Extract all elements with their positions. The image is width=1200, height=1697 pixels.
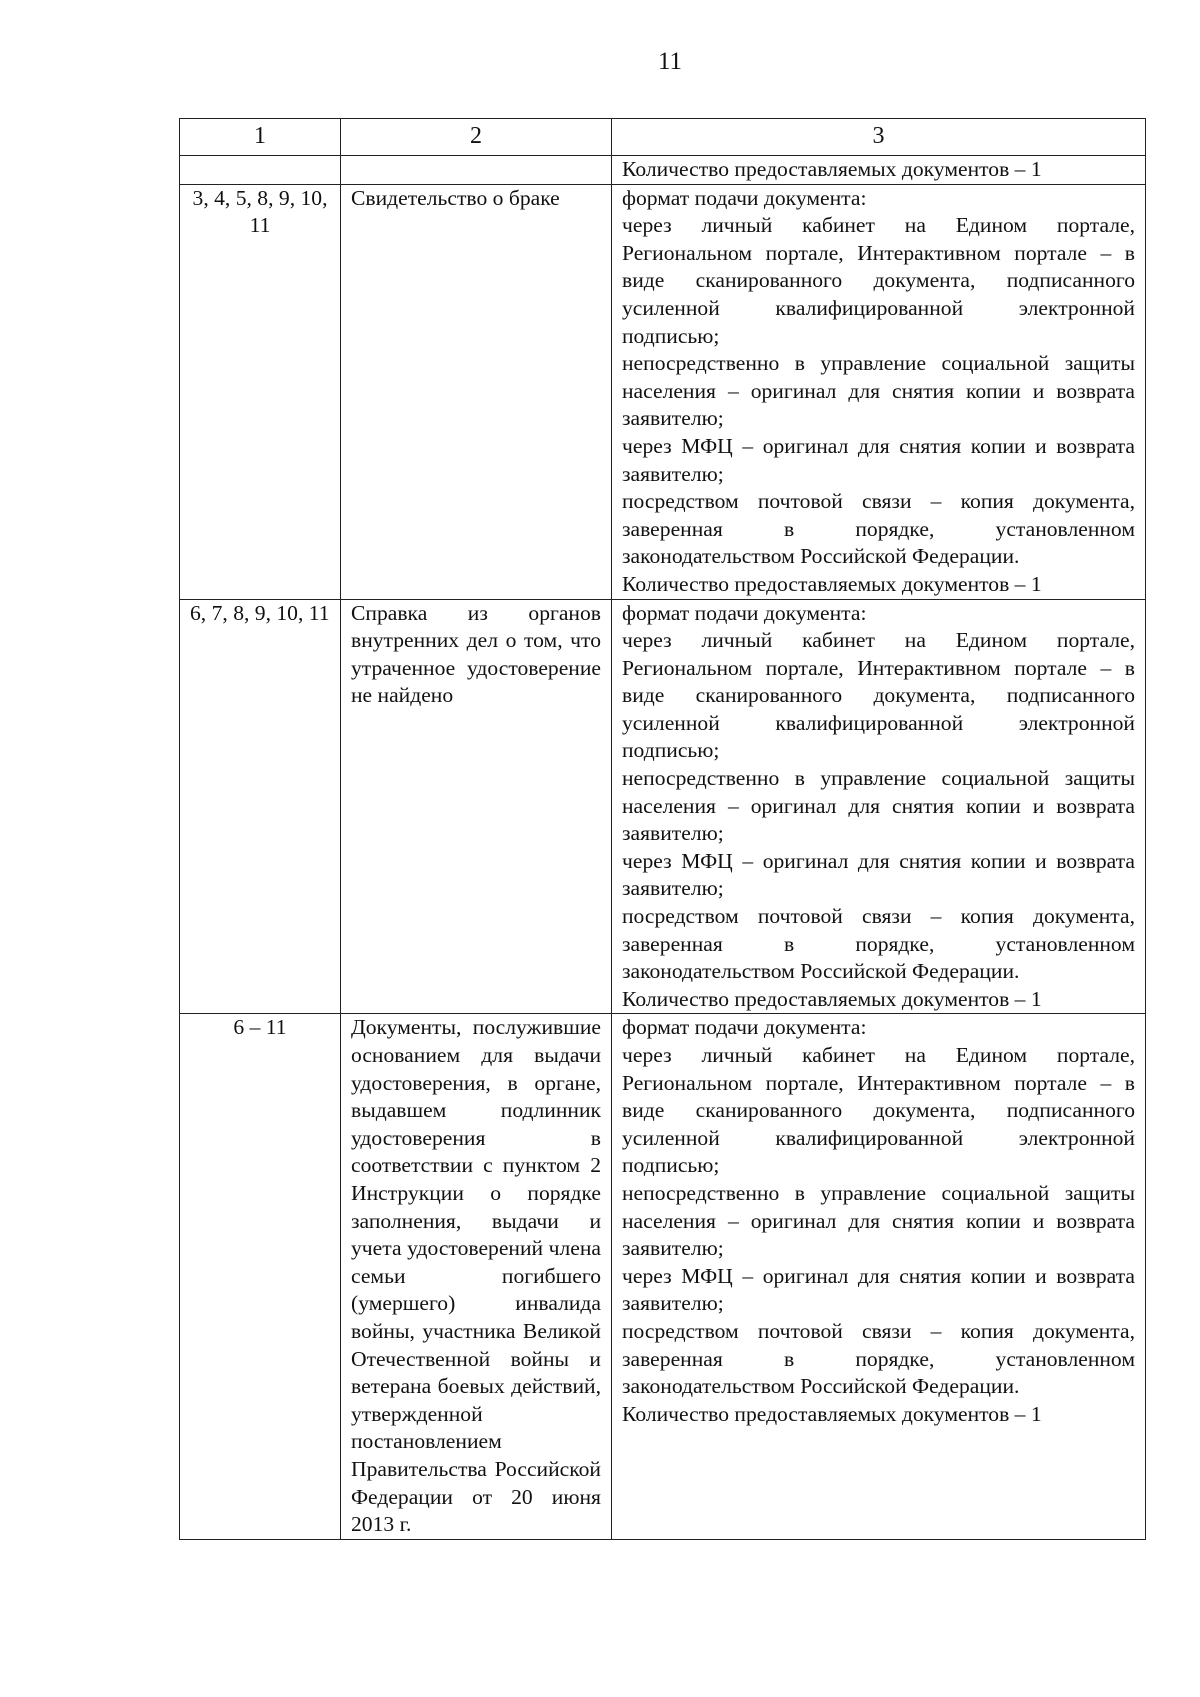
- format-line: непосредственно в управление социальной защиты населения – оригинал для снятия копии и возврата заявителю;: [622, 1180, 1135, 1261]
- row-codes: 6, 7, 8, 9, 10, 11: [180, 599, 341, 1014]
- row-format: [612, 599, 1146, 1014]
- format-line: Количество предоставляемых документов – 1: [622, 571, 1042, 596]
- page-number: 11: [657, 48, 683, 75]
- format-line: через МФЦ – оригинал для снятия копии и возврата заявителю;: [622, 433, 1135, 486]
- format-line: Количество предоставляемых документов – 1: [622, 986, 1042, 1011]
- column-header-2: 2: [341, 119, 612, 156]
- row-codes: 6 – 11: [180, 1014, 341, 1539]
- row-document: [341, 156, 612, 185]
- format-line: Количество предоставляемых документов – 1: [622, 157, 1042, 181]
- row-document: Документы, послужившие основанием для выдачи удостоверения, в органе, выдавшем подлинник удостоверения в соответствии с пунктом 2 Инструкции о порядке заполнения, выдачи и учета удостоверений члена семьи погибшего (умершего) инвалида войны, участника Великой Отечественной войны и ветерана боевых действий, утвержденной постановлением Правительства Российской Федерации от 20 июня 2013 г.: [341, 1014, 612, 1539]
- format-line: формат подачи документа:: [622, 600, 867, 625]
- table-row: [180, 599, 1146, 1014]
- format-line: через личный кабинет на Едином портале, Региональном портале, Интерактивном портале – в виде сканированного документа, подписанного усиленной квалифицированной электронной подписью;: [622, 213, 1135, 348]
- format-line: через личный кабинет на Едином портале, Региональном портале, Интерактивном портале – в виде сканированного документа, подписанного усиленной квалифицированной электронной подписью;: [622, 1043, 1135, 1178]
- format-line: через личный кабинет на Едином портале, Региональном портале, Интерактивном портале – в виде сканированного документа, подписанного усиленной квалифицированной электронной подписью;: [622, 628, 1135, 763]
- row-codes: [180, 156, 341, 185]
- format-line: непосредственно в управление социальной защиты населения – оригинал для снятия копии и возврата заявителю;: [622, 766, 1135, 846]
- row-document: Свидетельство о браке: [341, 184, 612, 599]
- format-line: через МФЦ – оригинал для снятия копии и возврата заявителю;: [622, 1263, 1135, 1316]
- row-format: [612, 184, 1146, 599]
- format-line: через МФЦ – оригинал для снятия копии и возврата заявителю;: [622, 848, 1135, 901]
- format-line: посредством почтовой связи – копия документа, заверенная в порядке, установленном законодательством Российской Федерации.: [622, 1318, 1135, 1399]
- format-line: формат подачи документа:: [622, 185, 867, 210]
- table-row: [180, 1014, 1146, 1539]
- row-format: [612, 1014, 1146, 1539]
- format-line: непосредственно в управление социальной защиты населения – оригинал для снятия копии и возврата заявителю;: [622, 351, 1135, 431]
- table-header-row: [180, 119, 1146, 156]
- table-row: [180, 156, 1146, 185]
- format-line: посредством почтовой связи – копия документа, заверенная в порядке, установленном законодательством Российской Федерации.: [622, 489, 1135, 569]
- row-format: [612, 156, 1146, 185]
- documents-table: [179, 118, 1146, 1540]
- column-header-1: 1: [180, 119, 341, 156]
- row-codes: 3, 4, 5, 8, 9, 10, 11: [180, 184, 341, 599]
- format-line: посредством почтовой связи – копия документа, заверенная в порядке, установленном законодательством Российской Федерации.: [622, 904, 1135, 984]
- table-row: [180, 184, 1146, 599]
- format-line: Количество предоставляемых документов – 1: [622, 1401, 1042, 1426]
- format-line: формат подачи документа:: [622, 1015, 867, 1040]
- row-document: Справка из органов внутренних дел о том, что утраченное удостоверение не найдено: [341, 599, 612, 1014]
- column-header-3: 3: [612, 119, 1146, 156]
